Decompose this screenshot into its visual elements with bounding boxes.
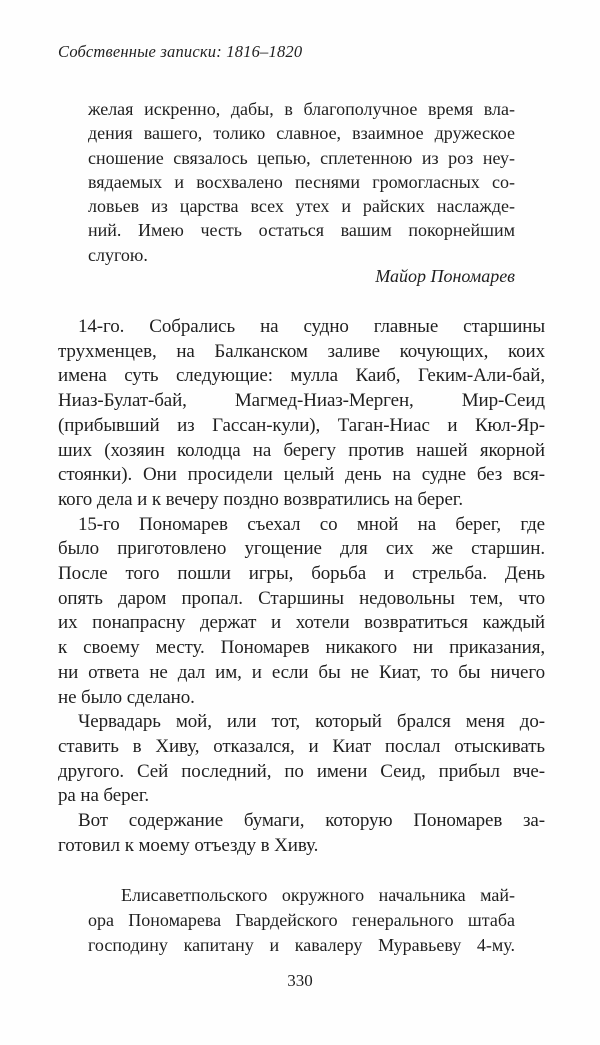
letter-signature: Майор Пономарев	[375, 266, 515, 286]
text-line: к своему месту. Пономарев никакого ни приказания,	[58, 637, 545, 659]
text-line: (прибывший из Гассан-кули), Таган-Ниас и Кюл-Яр-	[58, 414, 545, 436]
text-line: 15-го Пономарев съехал со мной на берег, где	[78, 513, 545, 535]
text-line: другого. Сей последний, по имени Сеид, прибыл вче-	[58, 760, 545, 782]
text-line: ших (хозяин колодца на берегу против нашей якорной	[58, 439, 545, 461]
text-line: слугою.	[88, 244, 148, 265]
text-line: Вот содержание бумаги, которую Пономарев за-	[78, 810, 545, 832]
text-line: Ниаз-Булат-бай, Магмед-Ниаз-Мерген, Мир-Сеид	[58, 390, 545, 412]
paragraph-entry-14	[58, 315, 545, 513]
paragraph-chervadar	[58, 710, 545, 809]
text-line: После того пошли игры, борьба и стрельба. День	[58, 563, 545, 585]
text-line: ни ответа не дал им, и если бы не Киат, то бы ничего	[58, 661, 545, 683]
text-line: кого дела и к вечеру поздно возвратились на берег.	[58, 488, 463, 510]
text-line: дения вашего, толико славное, взаимное дружеское	[88, 123, 515, 144]
text-line: трухменцев, на Балканском заливе кочующих, коих	[58, 340, 545, 362]
page-number: 330	[287, 971, 313, 990]
text-line: было приготовлено угощение для сих же старшин.	[58, 538, 545, 560]
text-line: господину капитану и кавалеру Муравьеву 4-му.	[88, 935, 515, 955]
text-line: ора Пономарева Гвардейского генерального штаба	[88, 910, 515, 930]
text-line: ставить в Хиву, отказался, и Киат послал отыскивать	[58, 735, 545, 757]
text-line: стоянки). Они просидели целый день на судне без вся-	[58, 464, 545, 486]
text-line: ний. Имею честь остаться вашим покорнейшим	[88, 220, 515, 241]
text-line: Червадарь мой, или тот, который брался меня до-	[78, 711, 545, 733]
text-line: 14-го. Собрались на судно главные старшины	[78, 316, 545, 337]
text-line: не было сделано.	[58, 686, 195, 708]
text-line: вядаемых и восхвалено песнями громогласных со-	[88, 171, 515, 192]
paragraph-letter-intro	[58, 809, 545, 858]
paragraph-entry-15	[58, 513, 545, 711]
running-header: Собственные записки: 1816–1820	[58, 42, 303, 61]
text-line: готовил к моему отъезду в Хиву.	[58, 834, 319, 856]
text-line: Елисаветпольского окружного начальника май-	[121, 885, 515, 905]
main-text	[58, 315, 545, 858]
letter-excerpt-block	[88, 97, 515, 267]
text-line: ра на берег.	[58, 785, 150, 807]
text-line: желая искренно, дабы, в благополучное время вла-	[88, 99, 515, 119]
text-line: ловьев из царства всех утех и райских наслажде-	[88, 196, 515, 217]
text-line: сношение связалось цепью, сплетенною из роз неу-	[88, 147, 515, 168]
text-line: имена суть следующие: мулла Каиб, Геким-Али-бай,	[58, 365, 545, 387]
closing-address-block	[88, 883, 515, 958]
text-line: их понапрасну держат и хотели возвратиться каждый	[58, 612, 545, 634]
text-line: опять даром пропал. Старшины недовольны тем, что	[58, 587, 545, 609]
